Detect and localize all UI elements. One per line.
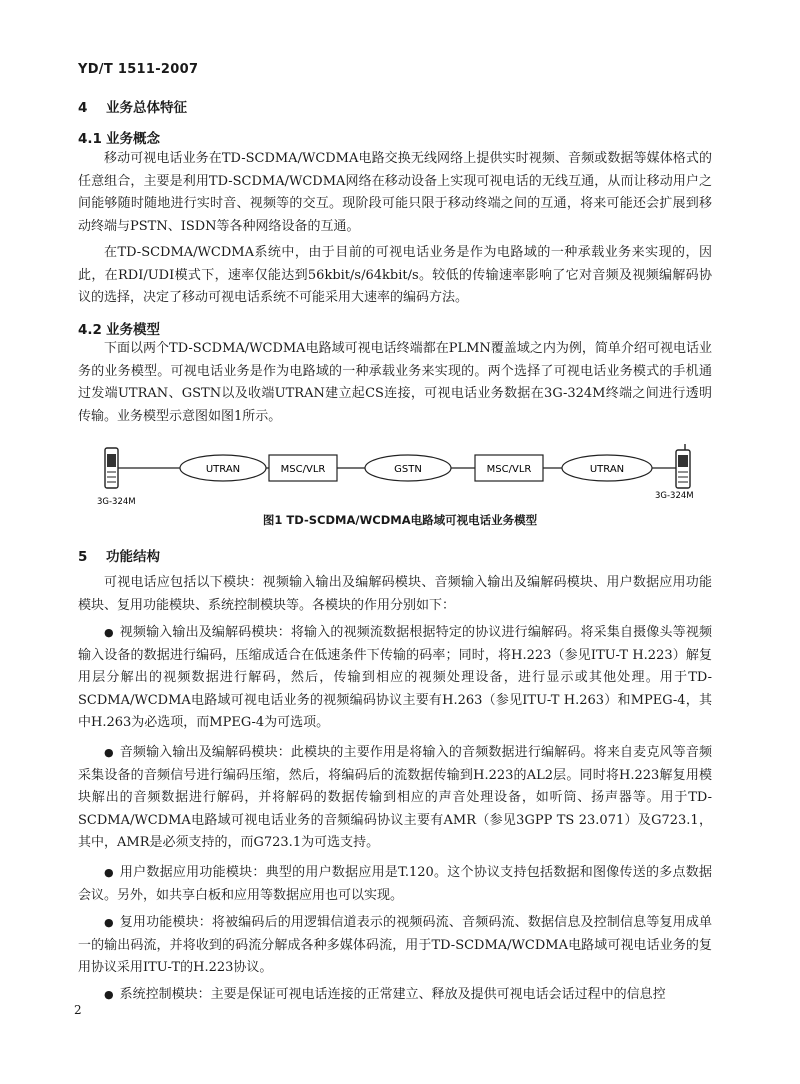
paragraph-4-1-b: 在TD-SCDMA/WCDMA系统中，由于目前的可视电话业务是作为电路域的一种承载业务来实现的，因此，在RDI/UDI模式下，速率仅能达到56kbit/s/64kbit/s。较低的传输速率影响了它对音频及视频编解码协议的选择，决定了移动可视电话系统不可能采用大速率的编码方法。 — [78, 245, 712, 306]
section-number: 5 — [78, 549, 88, 565]
figure-caption: 图1 TD-SCDMA/WCDMA电路域可视电话业务模型 — [262, 513, 538, 527]
section-heading-4 — [78, 96, 187, 116]
section-heading-5 — [78, 545, 160, 565]
section-heading-4-1 — [78, 127, 160, 147]
bullet-user-data-module — [78, 862, 712, 907]
bullet-text: 系统控制模块：主要是保证可视电话连接的正常建立、释放及提供可视电话会话过程中的信息控 — [119, 987, 666, 1002]
bullet-text: 用户数据应用功能模块：典型的用户数据应用是T.120。这个协议支持包括数据和图像传送的多点数据会议。另外，如共享白板和应用等数据应用也可以实现。 — [78, 865, 712, 903]
bullet-icon: ● — [104, 626, 114, 639]
paragraph-4-2: 下面以两个TD-SCDMA/WCDMA电路域可视电话终端都在PLMN覆盖域之内为例，简单介绍可视电话业务的业务模型。可视电话业务是作为电路域的一种承载业务来实现的。两个选择了可视电话业务模式的手机通过发端UTRAN、GSTN以及收端UTRAN建立起CS连接，可视电话业务数据在3G-324M终端之间进行透明传输。业务模型示意图如图1所示。 — [78, 341, 712, 424]
section-number: 4.1 — [78, 131, 102, 147]
node-label: MSC/VLR — [280, 464, 326, 475]
bullet-icon: ● — [104, 988, 114, 1001]
node-label: MSC/VLR — [486, 464, 532, 475]
terminal-label-left: 3G-324M — [97, 497, 136, 507]
section-title: 业务总体特征 — [106, 100, 187, 116]
bullet-text: 视频输入输出及编解码模块：将输入的视频流数据根据特定的协议进行编解码。将采集自摄像头等视频输入设备的数据进行编码，压缩成适合在低速条件下传输的码率；同时，将H.223（参见ITU-T H.223）解复用层分解出的视频数据进行解码，然后，传输到相应的视频处理设备，进行显示或其他处理。用于TD-SCDMA/WCDMA电路域可视电话业务的视频编码协议主要有H.263（参见ITU-T H.263）和MPEG-4，其中H.263为必选项，而MPEG-4为可选项。 — [78, 625, 712, 731]
mobile-phone-left-icon — [105, 448, 118, 488]
node-utran-left — [180, 455, 266, 481]
node-gstn — [365, 455, 451, 481]
node-label: GSTN — [394, 464, 422, 475]
mobile-phone-right-icon — [676, 444, 690, 488]
bullet-icon: ● — [104, 916, 114, 929]
section-number: 4 — [78, 100, 88, 116]
bullet-mux-module — [78, 912, 712, 980]
page-number: 2 — [74, 1003, 82, 1017]
node-label: UTRAN — [205, 464, 241, 475]
bullet-audio-module — [78, 742, 712, 855]
terminal-label-right: 3G-324M — [655, 491, 694, 501]
paragraph-5-intro: 可视电话应包括以下模块：视频输入输出及编解码模块、音频输入输出及编解码模块、用户数据应用功能模块、复用功能模块、系统控制模块等。各模块的作用分别如下： — [78, 575, 712, 613]
section-title: 业务概念 — [106, 131, 160, 147]
bullet-system-control-module — [78, 984, 712, 1007]
node-utran-right — [562, 455, 652, 481]
section-heading-4-2 — [78, 318, 160, 338]
node-msc-vlr-right — [475, 455, 543, 481]
bullet-text: 复用功能模块：将被编码后的用逻辑信道表示的视频码流、音频码流、数据信息及控制信息等复用成单一的输出码流，并将收到的码流分解成各种多媒体码流，用于TD-SCDMA/WCDMA电路域可视电话业务的复用协议采用ITU-T的H.223协议。 — [78, 915, 712, 976]
section-title: 业务模型 — [106, 322, 160, 338]
bullet-video-module — [78, 622, 712, 735]
section-number: 4.2 — [78, 322, 102, 338]
section-title: 功能结构 — [106, 549, 160, 565]
bullet-icon: ● — [104, 746, 114, 759]
node-msc-vlr-left — [269, 455, 337, 481]
node-label: UTRAN — [589, 464, 625, 475]
bullet-text: 音频输入输出及编解码模块：此模块的主要作用是将输入的音频数据进行编解码。将来自麦克风等音频采集设备的音频信号进行编码压缩，然后，将编码后的流数据传输到H.223的AL2层。同时将H.223解复用模块解出的音频数据进行解码，并将解码的数据传输到相应的声音处理设备，如听筒、扬声器等。用于TD-SCDMA/WCDMA电路域可视电话业务的音频编码协议主要有AMR（参见3GPP TS 23.071）及G723.1，其中，AMR是必须支持的，而G723.1为可选支持。 — [78, 745, 712, 851]
standard-code: YD/T 1511-2007 — [78, 62, 199, 77]
bullet-icon: ● — [104, 866, 114, 879]
paragraph-4-1-a: 移动可视电话业务在TD-SCDMA/WCDMA电路交换无线网络上提供实时视频、音频或数据等媒体格式的任意组合，主要是利用TD-SCDMA/WCDMA网络在移动设备上实现可视电话的无线互通，从而让移动用户之间能够随时随地进行实时音、视频等的交互。现阶段可能只限于移动终端之间的互通，将来可能还会扩展到移动终端与PSTN、ISDN等各种网络设备的互通。 — [78, 151, 712, 234]
